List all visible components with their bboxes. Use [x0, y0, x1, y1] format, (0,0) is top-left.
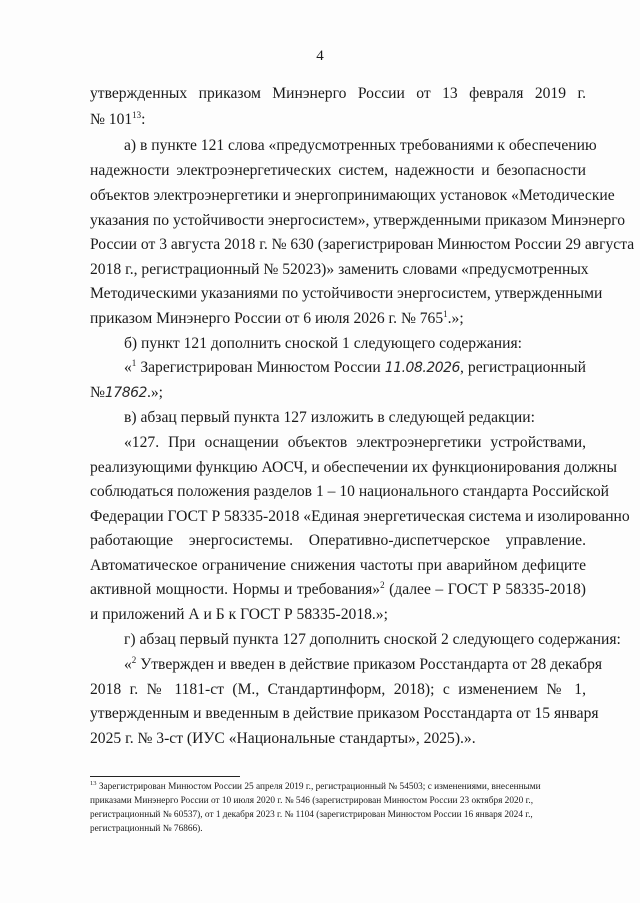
- text-line: России от 3 августа 2018 г. № 630 (зарегистрирован Минюстом России 29 августа: [90, 236, 635, 253]
- text-line: Федерации ГОСТ Р 58335-2018 «Единая энергетическая система и изолированно: [90, 508, 630, 525]
- text-line: надежности электроэнергетических систем, надежности и безопасности: [90, 162, 586, 179]
- text-line: №17862.»;: [90, 384, 163, 401]
- handwritten-date: 11.08.2026: [384, 360, 460, 376]
- text-line: утвержденных приказом Минэнерго России от 13 февраля 2019 г.: [90, 85, 586, 102]
- footnote-ref: 2: [380, 579, 385, 590]
- text-line: указания по устойчивости энергосистем», утвержденными приказом Минэнерго: [90, 212, 626, 229]
- footnote-line: регистрационный № 76866).: [90, 824, 203, 834]
- text-line: «127. При оснащении объектов электроэнергетики устройствами,: [124, 434, 586, 451]
- text-line: Автоматическое ограничение снижения частоты при аварийном дефиците: [90, 557, 586, 574]
- text-line: работающие энергосистемы. Оперативно-диспетчерское управление.: [90, 532, 586, 549]
- footnote-line: $^{13}$ Зарегистрирован Минюстом России 25 апреля 2019 г., регистрационный № 54503; с изменениями, внесенными: [90, 779, 541, 792]
- text-line: соблюдаться положения разделов 1 – 10 национального стандарта Российской: [90, 483, 610, 500]
- text-line: 2018 г. № 1181-ст (М., Стандартинформ, 2018); с изменением № 1,: [90, 681, 586, 698]
- handwritten-number: 17862: [104, 385, 147, 401]
- text-line: 2018 г., регистрационный № 52023)» заменить словами «предусмотренных: [90, 261, 589, 278]
- text-line: 2025 г. № 3-ст (ИУС «Национальные стандарты», 2025).».: [90, 730, 476, 747]
- text-line: а) в пункте 121 слова «предусмотренных требованиями к обеспечению: [124, 137, 597, 154]
- text-line: «$^1$ Зарегистрирован Минюстом России 11.08.2026, регистрационный: [124, 357, 586, 376]
- text-line: Методическими указаниями по устойчивости энергосистем, утвержденными: [90, 285, 603, 302]
- text-line: в) абзац первый пункта 127 изложить в следующей редакции:: [124, 409, 535, 426]
- text-line: утвержденным и введенным в действие приказом Росстандарта от 15 января: [90, 705, 599, 722]
- footnote-line: регистрационный № 60537), от 1 декабря 2023 г. № 1104 (зарегистрирован Минюстом России 16 января 2024 г.,: [90, 810, 533, 820]
- text-line: и приложений А и Б к ГОСТ Р 58335-2018.»;: [90, 606, 388, 623]
- text-line: № $101^{13}$:: [90, 109, 146, 128]
- footnote-ref: 1: [443, 308, 448, 319]
- page-number: 4: [316, 48, 324, 64]
- footnote-line: приказами Минэнерго России от 10 июля 2020 г. № 546 (зарегистрирован Минюстом России 23 октября 2020 г.,: [90, 796, 534, 806]
- text-line: объектов электроэнергетики и энергопринимающих установок «Методические: [90, 187, 615, 204]
- text-line: активной мощности. Нормы и требования»$^2$ (далее – ГОСТ Р 58335-2018): [90, 579, 586, 598]
- footnote-ref: 13: [132, 109, 142, 120]
- text-line: «$^2$ Утвержден и введен в действие приказом Росстандарта от 28 декабря: [124, 654, 603, 673]
- text-line: б) пункт 121 дополнить сноской 1 следующего содержания:: [124, 335, 522, 352]
- text-line: приказом Минэнерго России от 6 июля 2026 г. № $765^1$.»;: [90, 308, 464, 327]
- text-line: г) абзац первый пункта 127 дополнить сноской 2 следующего содержания:: [124, 631, 621, 648]
- text-line: реализующими функцию АОСЧ, и обеспечении их функционирования должны: [90, 459, 617, 476]
- footnote-separator: [90, 776, 240, 777]
